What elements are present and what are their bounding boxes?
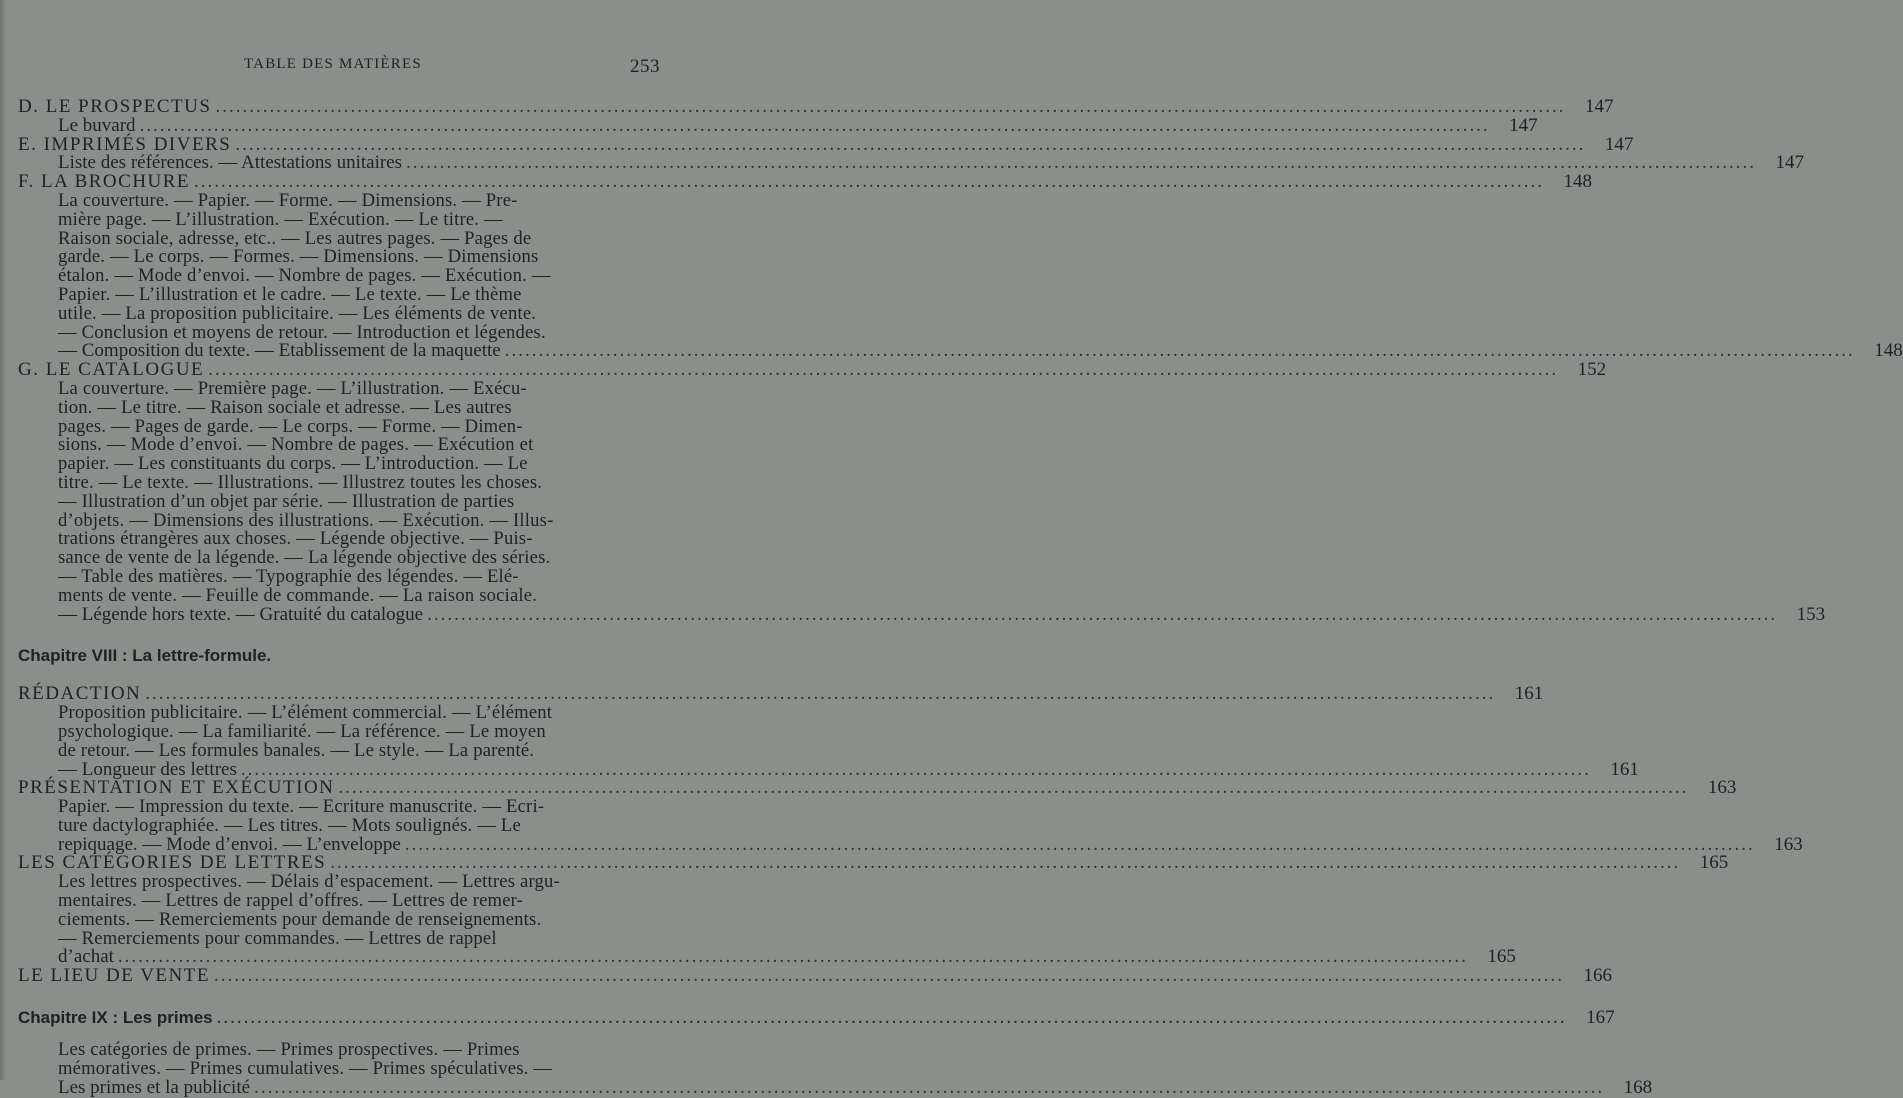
chapter-title: Chapitre VIII : La lettre-formule. (18, 646, 272, 666)
running-head (0, 54, 800, 82)
description-line: — Légende hors texte. — Gratuité du catalogue (58, 603, 424, 625)
description-line: garde. — Le corps. — Formes. — Dimensions. — Dimensions (58, 246, 539, 268)
description-line: — Conclusion et moyens de retour. — Introduction et légendes. (58, 321, 546, 343)
description-line: La couverture. — Papier. — Forme. — Dimensions. — Pre- (58, 189, 518, 211)
leader-dots: ........................................................................................................................................................................................................ (139, 114, 1490, 136)
toc-page-number: 168 (1623, 1076, 1653, 1098)
toc-row (18, 965, 1612, 987)
description-line: — Illustration d’un objet par série. — Illustration de parties (58, 490, 515, 512)
toc-page-number: 147 (1604, 133, 1634, 155)
toc-page-number: 147 (1509, 114, 1538, 136)
description-line: — Remerciements pour commandes. — Lettres de rappel (58, 927, 497, 949)
toc-page-number: 148 (1874, 340, 1903, 362)
description-line: — Table des matières. — Typographie des légendes. — Elé- (58, 565, 519, 587)
description-line: pages. — Pages de garde. — Le corps. — Forme. — Dimen- (58, 415, 523, 437)
description-line: de retour. — Les formules banales. — Le style. — La parenté. (58, 739, 535, 761)
leader-dots: ........................................................................................................................................................................................................ (194, 171, 1545, 193)
leader-dots: ........................................................................................................................................................................................................ (235, 133, 1586, 155)
toc-page-number: 165 (1699, 852, 1729, 874)
description-line: ture dactylographiée. — Les titres. — Mots soulignés. — Le (58, 814, 521, 836)
leader-dots: ........................................................................................................................................................................................................ (254, 1076, 1605, 1098)
chapter-heading (18, 646, 678, 665)
description-line: mémoratives. — Primes cumulatives. — Primes spéculatives. — (58, 1057, 553, 1079)
description-line: tion. — Le titre. — Raison sociale et adresse. — Les autres (58, 396, 512, 418)
toc-page-number: 166 (1583, 965, 1612, 987)
toc-page-number: 163 (1774, 833, 1803, 855)
description-line: d’achat (58, 946, 114, 968)
description-line: — Longueur des lettres (58, 758, 237, 780)
toc-subheading: Le buvard (58, 114, 136, 136)
leader-dots: ........................................................................................................................................................................................................ (117, 946, 1468, 968)
leader-dots: ........................................................................................................................................................................................................ (215, 96, 1566, 117)
toc-page-number: 161 (1610, 758, 1639, 780)
description-line: ciements. — Remerciements pour demande de renseignements. (58, 908, 542, 930)
description-line: psychologique. — La familiarité. — La référence. — Le moyen (58, 720, 546, 742)
toc-page-number: 147 (1584, 96, 1614, 117)
toc-entry-categories (18, 852, 1729, 968)
description-line: mière page. — L’illustration. — Exécution. — Le titre. — (58, 208, 503, 230)
toc-description (18, 798, 678, 836)
toc-heading: F. LA BROCHURE (18, 171, 191, 193)
toc-description (18, 377, 678, 606)
description-line: sions. — Mode d’envoi. — Nombre de pages. — Exécution et (58, 434, 534, 456)
toc-row (18, 603, 1826, 625)
toc-row (18, 114, 1538, 136)
description-line: titre. — Le texte. — Illustrations. — Illustrez toutes les choses. (58, 471, 543, 493)
toc-entry-lieu-de-vente (18, 965, 1612, 987)
description-line: Les lettres prospectives. — Délais d’espacement. — Lettres argu- (58, 871, 560, 893)
toc-page-number: 165 (1487, 946, 1516, 968)
toc-heading: E. IMPRIMÉS DIVERS (18, 133, 232, 155)
chapter-title: Chapitre IX : Les primes (18, 1008, 213, 1028)
toc-page-number: 153 (1796, 603, 1826, 625)
leader-dots: ........................................................................................................................................................................................................ (213, 965, 1564, 987)
leader-dots: ........................................................................................................................................................................................................ (216, 1007, 1567, 1029)
description-line: Raison sociale, adresse, etc.. — Les autres pages. — Pages de (58, 227, 532, 249)
description-line: ments de vente. — Feuille de commande. — La raison sociale. (58, 584, 538, 606)
page-edge (0, 0, 6, 1080)
table-of-contents (18, 96, 1903, 1098)
spacer (18, 986, 678, 1008)
leader-dots: ........................................................................................................................................................................................................ (208, 359, 1559, 381)
toc-heading: D. LE PROSPECTUS (18, 96, 212, 117)
toc-page-number: 163 (1707, 777, 1737, 799)
toc-heading: LES CATÉGORIES DE LETTRES (18, 852, 327, 874)
toc-page-number: 147 (1775, 152, 1805, 174)
toc-entry-primes (18, 1039, 1653, 1098)
toc-description (18, 704, 678, 760)
leader-dots: ........................................................................................................................................................................................................ (338, 777, 1689, 799)
leader-dots: ........................................................................................................................................................................................................ (145, 683, 1496, 705)
description-line: repiquage. — Mode d’envoi. — L’enveloppe (58, 833, 401, 855)
description-line: Les primes et la publicité (58, 1076, 251, 1098)
spacer (18, 624, 678, 646)
toc-row (18, 96, 1614, 117)
toc-entry-prospectus (18, 96, 1614, 136)
toc-subheading: Liste des références. — Attestations unitaires (58, 152, 403, 174)
toc-heading: G. LE CATALOGUE (18, 359, 205, 381)
toc-heading: LE LIEU DE VENTE (18, 965, 210, 987)
description-line: trations étrangères aux choses. — Légende objective. — Puis- (58, 528, 533, 550)
leader-dots: ........................................................................................................................................................................................................ (330, 852, 1681, 874)
description-line: Papier. — Impression du texte. — Ecriture manuscrite. — Ecri- (58, 796, 545, 818)
description-line: La couverture. — Première page. — L’illustration. — Exécu- (58, 377, 527, 399)
toc-entry-imprimes-divers (18, 133, 1805, 174)
description-line: papier. — Les constituants du corps. — L’introduction. — Le (58, 453, 528, 475)
toc-page-number: 148 (1563, 171, 1593, 193)
toc-entry-redaction (18, 683, 1639, 780)
description-line: Proposition publicitaire. — L’élément commercial. — L’élément (58, 702, 553, 724)
toc-description (18, 873, 678, 948)
description-line: d’objets. — Dimensions des illustrations. — Exécution. — Illus- (58, 509, 554, 531)
toc-page-number: 167 (1586, 1007, 1615, 1029)
description-line: Papier. — L’illustration et le cadre. — Le texte. — Le thème (58, 283, 522, 305)
leader-dots: ........................................................................................................................................................................................................ (404, 833, 1755, 855)
leader-dots: ........................................................................................................................................................................................................ (427, 603, 1778, 625)
toc-page-number: 161 (1514, 683, 1544, 705)
leader-dots: ........................................................................................................................................................................................................ (406, 152, 1757, 174)
toc-description (18, 189, 678, 343)
chapter-heading (18, 1007, 1615, 1029)
description-line: sance de vente de la légende. — La légende objective des séries. (58, 547, 551, 569)
toc-heading: RÉDACTION (18, 683, 142, 705)
toc-entry-catalogue (18, 359, 1826, 625)
toc-description (18, 1041, 678, 1079)
description-line: utile. — La proposition publicitaire. — Les éléments de vente. (58, 302, 537, 324)
toc-row (18, 1076, 1653, 1098)
running-title: TABLE DES MATIÈRES (244, 56, 422, 72)
description-line: Les catégories de primes. — Primes prospectives. — Primes (58, 1039, 520, 1061)
toc-page-number: 152 (1577, 359, 1607, 381)
toc-entry-presentation (18, 777, 1803, 855)
leader-dots: ........................................................................................................................................................................................................ (504, 340, 1855, 362)
leader-dots: ........................................................................................................................................................................................................ (240, 758, 1591, 780)
description-line: étalon. — Mode d’envoi. — Nombre de pages. — Exécution. — (58, 265, 551, 287)
description-line: mentaires. — Lettres de rappel d’offres. — Lettres de remer- (58, 890, 524, 912)
toc-heading: PRÉSENTATION ET EXÉCUTION (18, 777, 335, 799)
description-line: — Composition du texte. — Etablissement de la maquette (58, 340, 501, 362)
page-number: 253 (630, 56, 660, 77)
toc-entry-brochure (18, 171, 1903, 362)
